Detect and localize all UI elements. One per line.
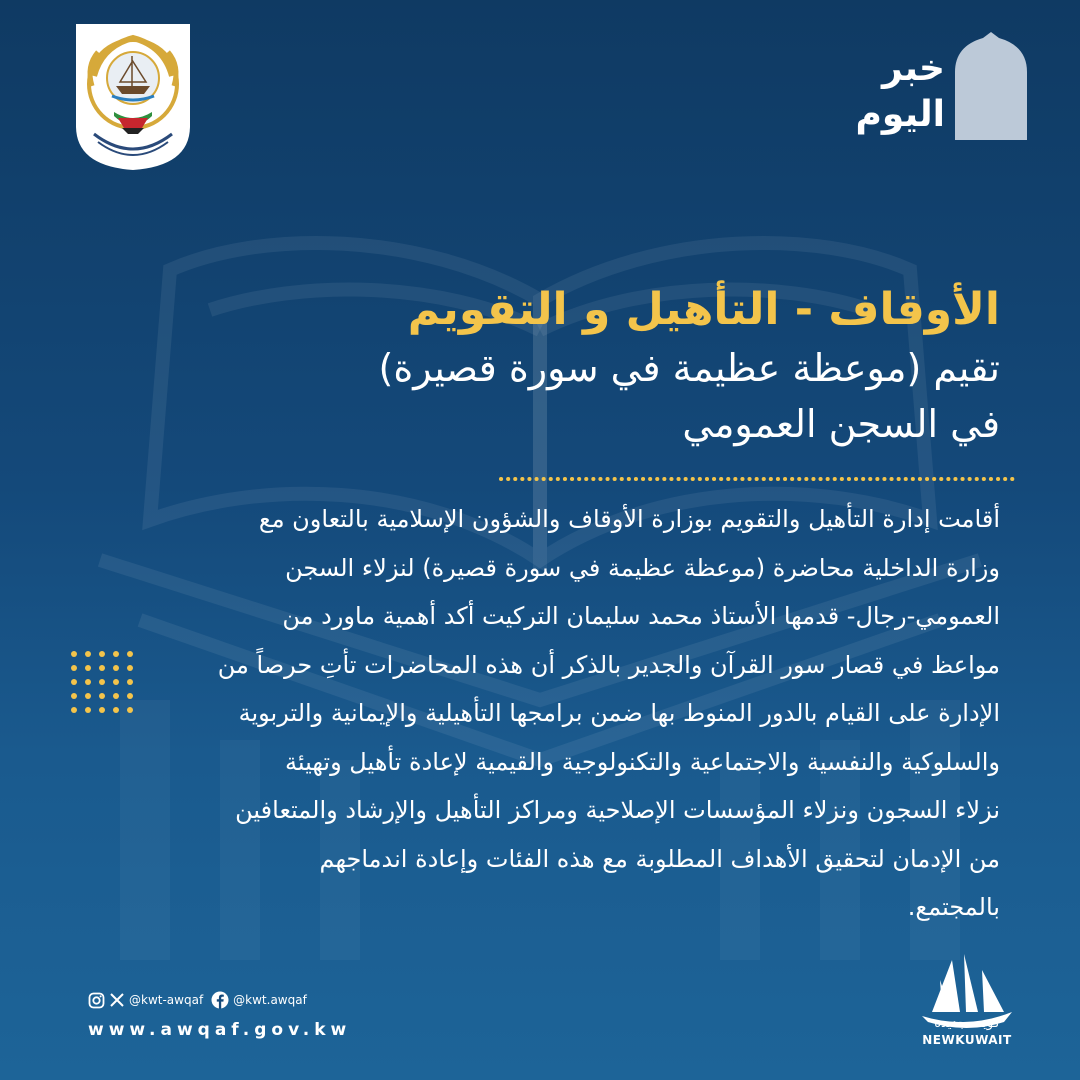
new-kuwait-english: NEWKUWAIT — [922, 1033, 1012, 1047]
badge-line-1: خبر — [881, 48, 945, 89]
ministry-emblem-icon — [72, 16, 194, 172]
body-line: نزلاء السجون ونزلاء المؤسسات الإصلاحية ومراكز التأهيل والإرشاد والمتعافين — [235, 796, 1000, 824]
body-line: مواعظ في قصار سور القرآن والجدير بالذكر أن هذه المحاضرات تأتِ حرصاً من — [217, 650, 1000, 679]
facebook-handle[interactable]: @kwt.awqaf — [233, 993, 307, 1007]
body-line: أقامت إدارة التأهيل والتقويم بوزارة الأوقاف والشؤون الإسلامية بالتعاون مع — [258, 505, 1000, 533]
body-line: الإدارة على القيام بالدور المنوط بها ضمن برامجها التأهيلية والإيمانية والتربوية — [238, 699, 1000, 727]
body-line: العمومي-رجال- قدمها الأستاذ محمد سليمان التركيت أكد أهمية ماورد من — [282, 602, 1000, 630]
facebook-icon[interactable] — [211, 991, 229, 1009]
article-body — [140, 495, 1000, 932]
website-link[interactable]: www.awqaf.gov.kw — [88, 1020, 352, 1040]
news-of-the-day-badge — [795, 46, 945, 138]
body-line: وزارة الداخلية محاضرة (موعظة عظيمة في سورة قصيرة) لنزلاء السجن — [285, 553, 1000, 582]
subtitle-line-2: في السجن العمومي — [682, 402, 1000, 446]
body-line: من الإدمان لتحقيق الأهداف المطلوبة مع هذه الفئات وإعادة اندماجهم — [319, 844, 1000, 873]
social-links — [88, 988, 351, 1012]
headline: الأوقاف - التأهيل و التقويم — [407, 284, 1000, 335]
badge-line-2: اليوم — [855, 94, 945, 135]
new-kuwait-arabic: كويت جديدة — [934, 1016, 1000, 1031]
x-icon[interactable] — [109, 992, 125, 1008]
footer — [88, 988, 351, 1040]
subtitle — [180, 340, 1000, 452]
instagram-icon[interactable] — [88, 992, 105, 1009]
dome-window-icon — [955, 32, 1027, 140]
twitter-handle[interactable]: @kwt-awqaf — [129, 993, 204, 1007]
body-line: والسلوكية والنفسية والاجتماعية والتكنولوجية والقيمية لإعادة تأهيل وتهيئة — [284, 747, 1000, 776]
subtitle-line-1: تقيم (موعظة عظيمة في سورة قصيرة) — [378, 346, 1000, 390]
body-line: بالمجتمع. — [907, 893, 1000, 921]
decorative-dot-grid — [68, 648, 136, 716]
dotted-divider — [498, 474, 1020, 484]
